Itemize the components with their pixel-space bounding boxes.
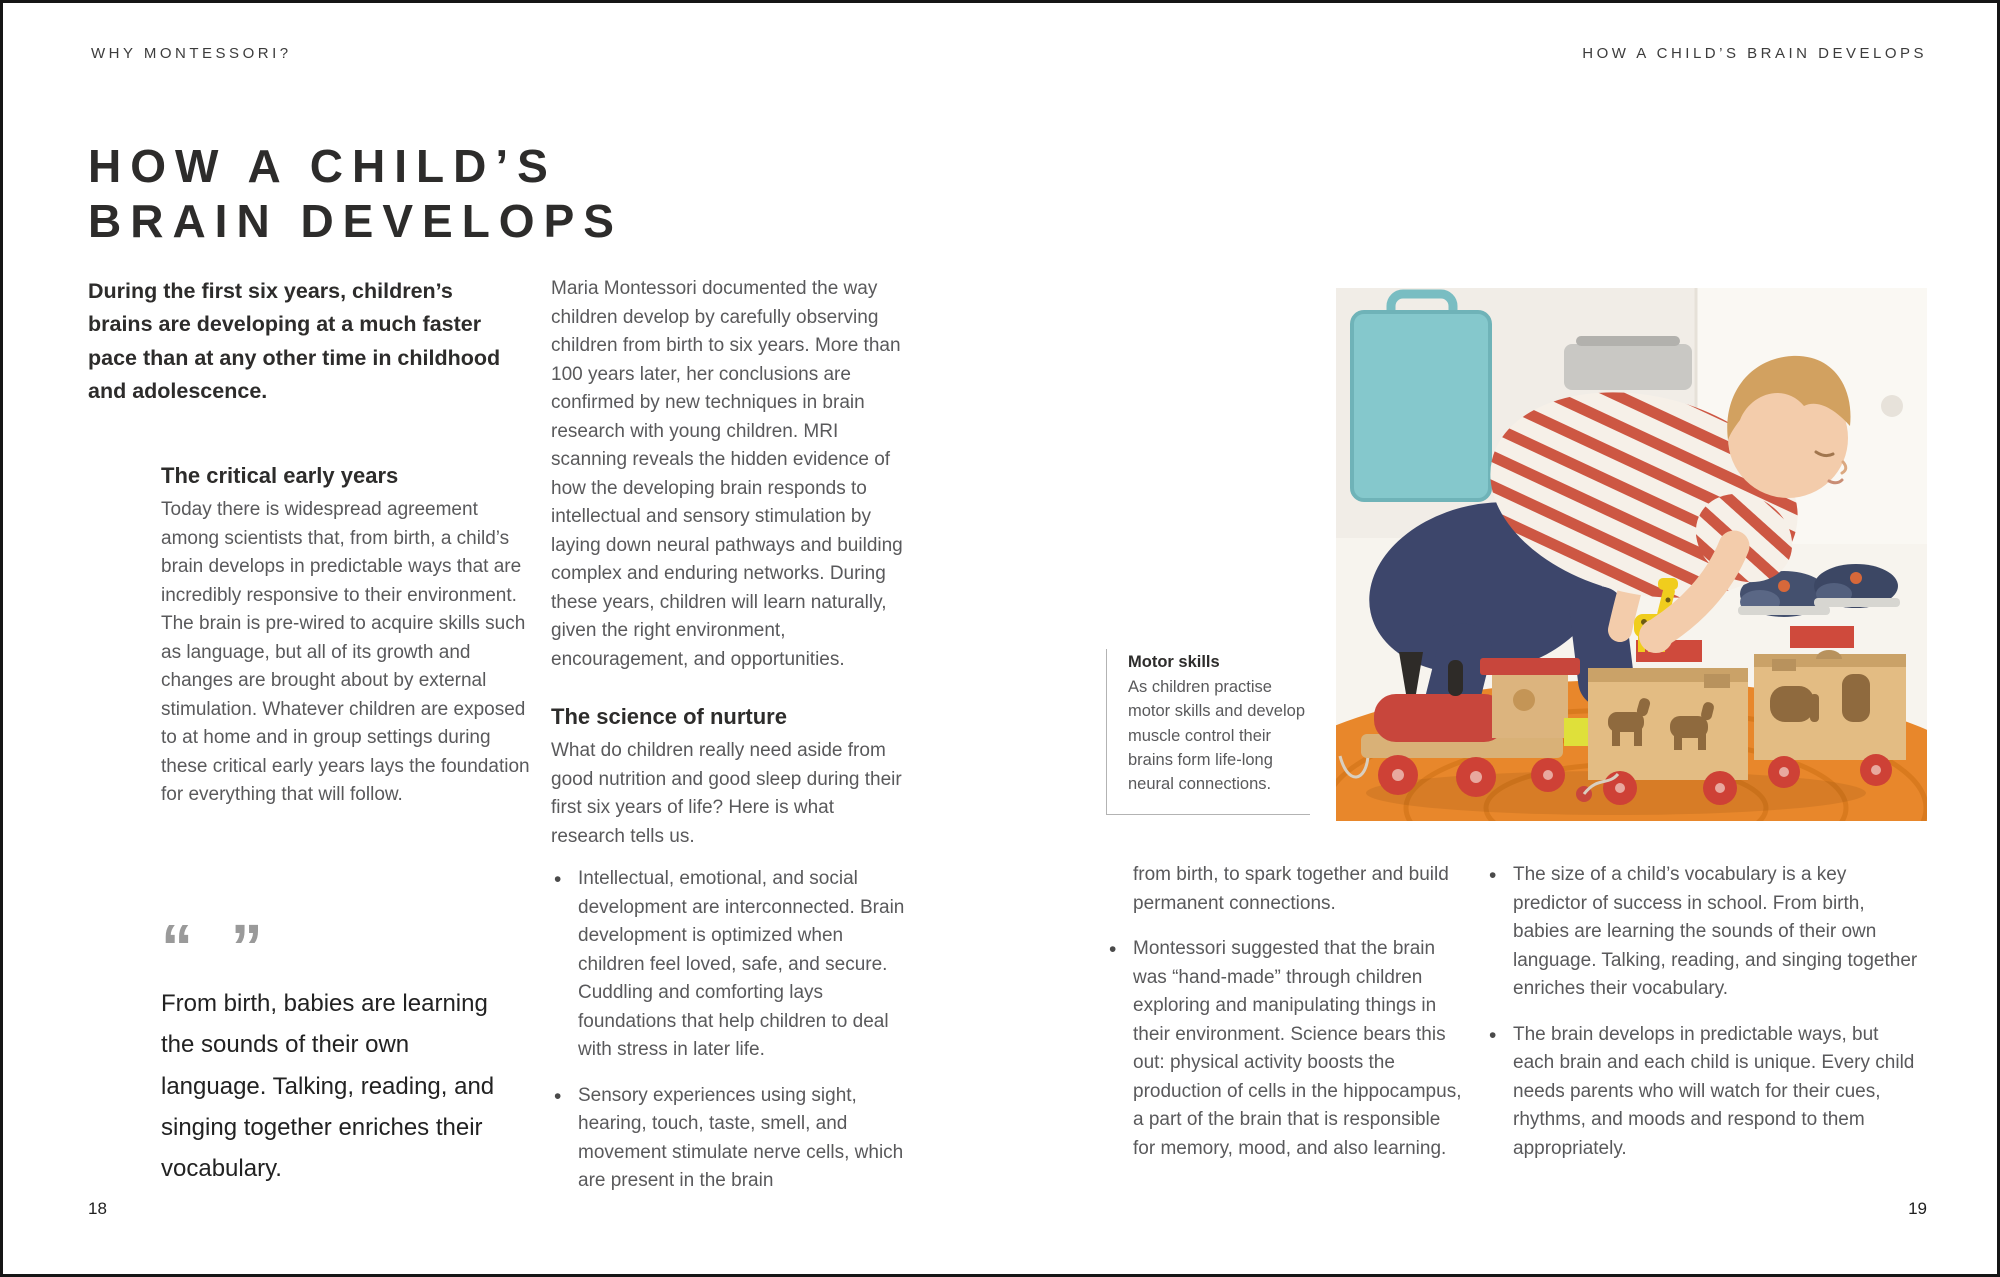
section-critical-early-years [161, 463, 533, 810]
bullet-list-four [1486, 861, 1918, 1163]
photo-caption [1106, 649, 1310, 815]
column-middle [551, 275, 907, 1213]
column-four [1486, 861, 1918, 1180]
page-number-right: 19 [1908, 1199, 1927, 1218]
page-number-left: 18 [88, 1199, 107, 1218]
column-three [1106, 861, 1464, 1180]
section-body-nurture: What do children really need aside from good nutrition and good sleep during their first six years of life? Here is what research tells us. [551, 740, 902, 847]
section-body-critical: Today there is widespread agreement among scientists that, from birth, a child’s brain develops in predictable ways that are incredibly responsive to their environment. The brain is pre-wired to acquire skills such as language, but all of its growth and changes are brought about by external stimulation. Whatever children are exposed to at home and in group settings during these critical early years lays the foundation for everything that will follow. [161, 499, 530, 805]
intro-paragraph: During the first six years, children’s brains are developing at a much faster pace than at any other time in childhood and adolescence. [88, 279, 501, 403]
bullet-list-middle [551, 865, 907, 1196]
photo [1336, 288, 1927, 821]
section-heading-nurture: The science of nurture [551, 704, 787, 729]
list-item: • Intellectual, emotional, and social development are interconnected. Brain development is optimized when children feel loved, safe, and secure. Cuddling and comforting lays foundations that help children to deal with stress in later life. [551, 865, 907, 1065]
bullet-list-three [1106, 935, 1464, 1163]
page-title-line1: HOW A CHILD’S [88, 140, 557, 192]
pull-quote [161, 911, 509, 1189]
caption-title: Motor skills [1128, 653, 1220, 671]
quote-icon: “ ” [161, 911, 273, 983]
running-header-right: HOW A CHILD’S BRAIN DEVELOPS [1582, 45, 1927, 62]
list-item: • The size of a child’s vocabulary is a key predictor of success in school. From birth, babies are learning the sounds of their own language. Talking, reading, and singing together enriches their vocabulary. [1486, 861, 1918, 1004]
bullet-continuation: from birth, to spark together and build permanent connections. [1133, 864, 1449, 914]
photo-illustration [1336, 288, 1927, 821]
list-item: • Sensory experiences using sight, hearing, touch, taste, smell, and movement stimulate nerve cells, which are present in the brain [551, 1082, 907, 1196]
montessori-paragraph: Maria Montessori documented the way children develop by carefully observing children from birth to six years. More than 100 years later, her conclusions are confirmed by new techniques in brain research with young children. MRI scanning reveals the hidden evidence of how the developing brain responds to intellectual and sensory stimulation by laying down neural pathways and building complex and enduring networks. During these years, children will learn naturally, given the right environment, encouragement, and opportunities. [551, 278, 903, 670]
running-header-left: WHY MONTESSORI? [91, 45, 292, 62]
caption-body: As children practise motor skills and develop muscle control their brains form life-long neural connections. [1128, 678, 1306, 793]
list-item: • The brain develops in predictable ways, but each brain and each child is unique. Every child needs parents who will watch for their cues, rhythms, and moods and respond to them appropriately. [1486, 1021, 1918, 1164]
section-heading-critical: The critical early years [161, 463, 399, 488]
quote-text: From birth, babies are learning the sounds of their own language. Talking, reading, and singing together enriches their vocabulary. [161, 990, 495, 1183]
page-title-line2: BRAIN DEVELOPS [88, 195, 623, 248]
list-item: • Montessori suggested that the brain was “hand-made” through children exploring and manipulating things in their environment. Science bears this out: physical activity boosts the production of cells in the hippocampus, a part of the brain that is responsible for memory, mood, and also learning. [1106, 935, 1464, 1163]
page-title [88, 139, 623, 249]
